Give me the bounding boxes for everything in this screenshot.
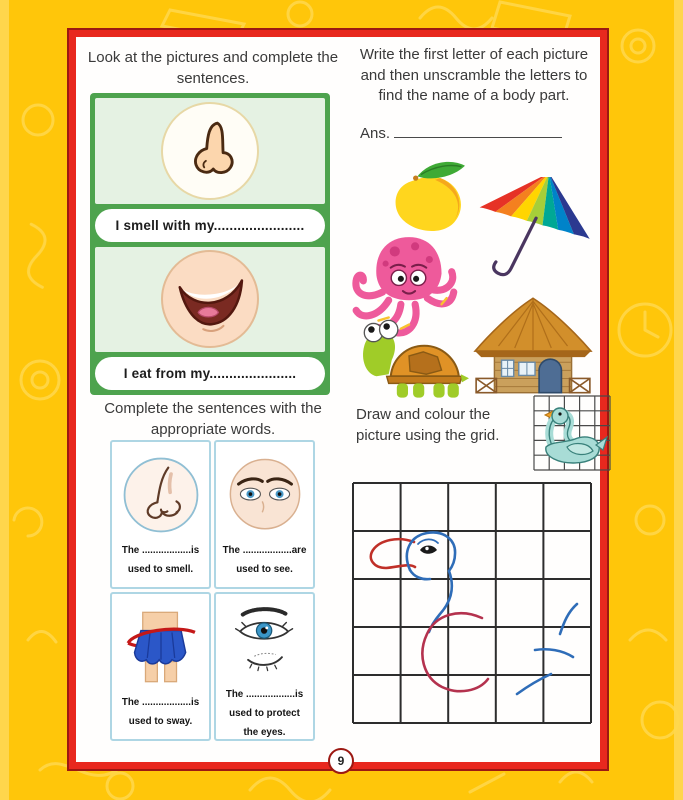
answer-label: Ans. [360, 125, 391, 142]
drawing-grid [352, 482, 592, 724]
green-activity-box [90, 93, 330, 395]
hut-icon [468, 295, 598, 399]
page-number-badge: 9 [328, 748, 354, 774]
card-waist [110, 592, 211, 741]
answer-row [360, 123, 562, 142]
card-sentence-line: The ..................is [121, 545, 200, 556]
card-sentence-line: used to smell. [127, 564, 194, 576]
waist-skirt-icon [119, 601, 203, 693]
card-sentence-line: the eyes. [243, 727, 286, 739]
card-eyelids [214, 592, 315, 741]
picture-cluster [348, 147, 602, 407]
worksheet-frame [69, 30, 607, 769]
eyes-icon [224, 449, 306, 541]
nose-icon [161, 102, 259, 200]
card-sentence-line: used to protect [229, 708, 300, 720]
section-title-unscramble: Write the first letter of each picture and then unscramble the letters to find the name of a body part. [359, 46, 589, 105]
card-eyes [214, 440, 315, 589]
section-title-look-complete: Look at the pictures and complete the sentences. [87, 49, 339, 87]
umbrella-icon [466, 177, 604, 295]
card-sentence-line: used to see. [236, 564, 293, 576]
answer-blank-line [394, 123, 562, 138]
sentence-smell: I smell with my....................... [95, 209, 325, 242]
eyelids-icon [225, 601, 305, 685]
sentence-eat: I eat from my...................... [95, 357, 325, 390]
nose-panel [95, 98, 325, 204]
mouth-icon [161, 250, 259, 348]
card-sentence-line: used to sway. [128, 716, 193, 728]
section-title-draw-colour: Draw and colour the picture using the grid. [356, 406, 500, 444]
section-title-complete-words: Complete the sentences with the appropriate words. [104, 400, 322, 438]
mango-icon [384, 155, 472, 239]
word-cards-grid [110, 440, 316, 742]
card-sentence-line: The ..................are [222, 545, 307, 556]
mouth-panel [95, 247, 325, 353]
turtle-icon [346, 313, 470, 405]
card-sentence-line: The ..................is [225, 689, 304, 700]
nose-sketch-icon [120, 449, 202, 541]
duck-icon [533, 395, 611, 471]
card-nose [110, 440, 211, 589]
card-sentence-line: The ..................is [121, 697, 200, 708]
